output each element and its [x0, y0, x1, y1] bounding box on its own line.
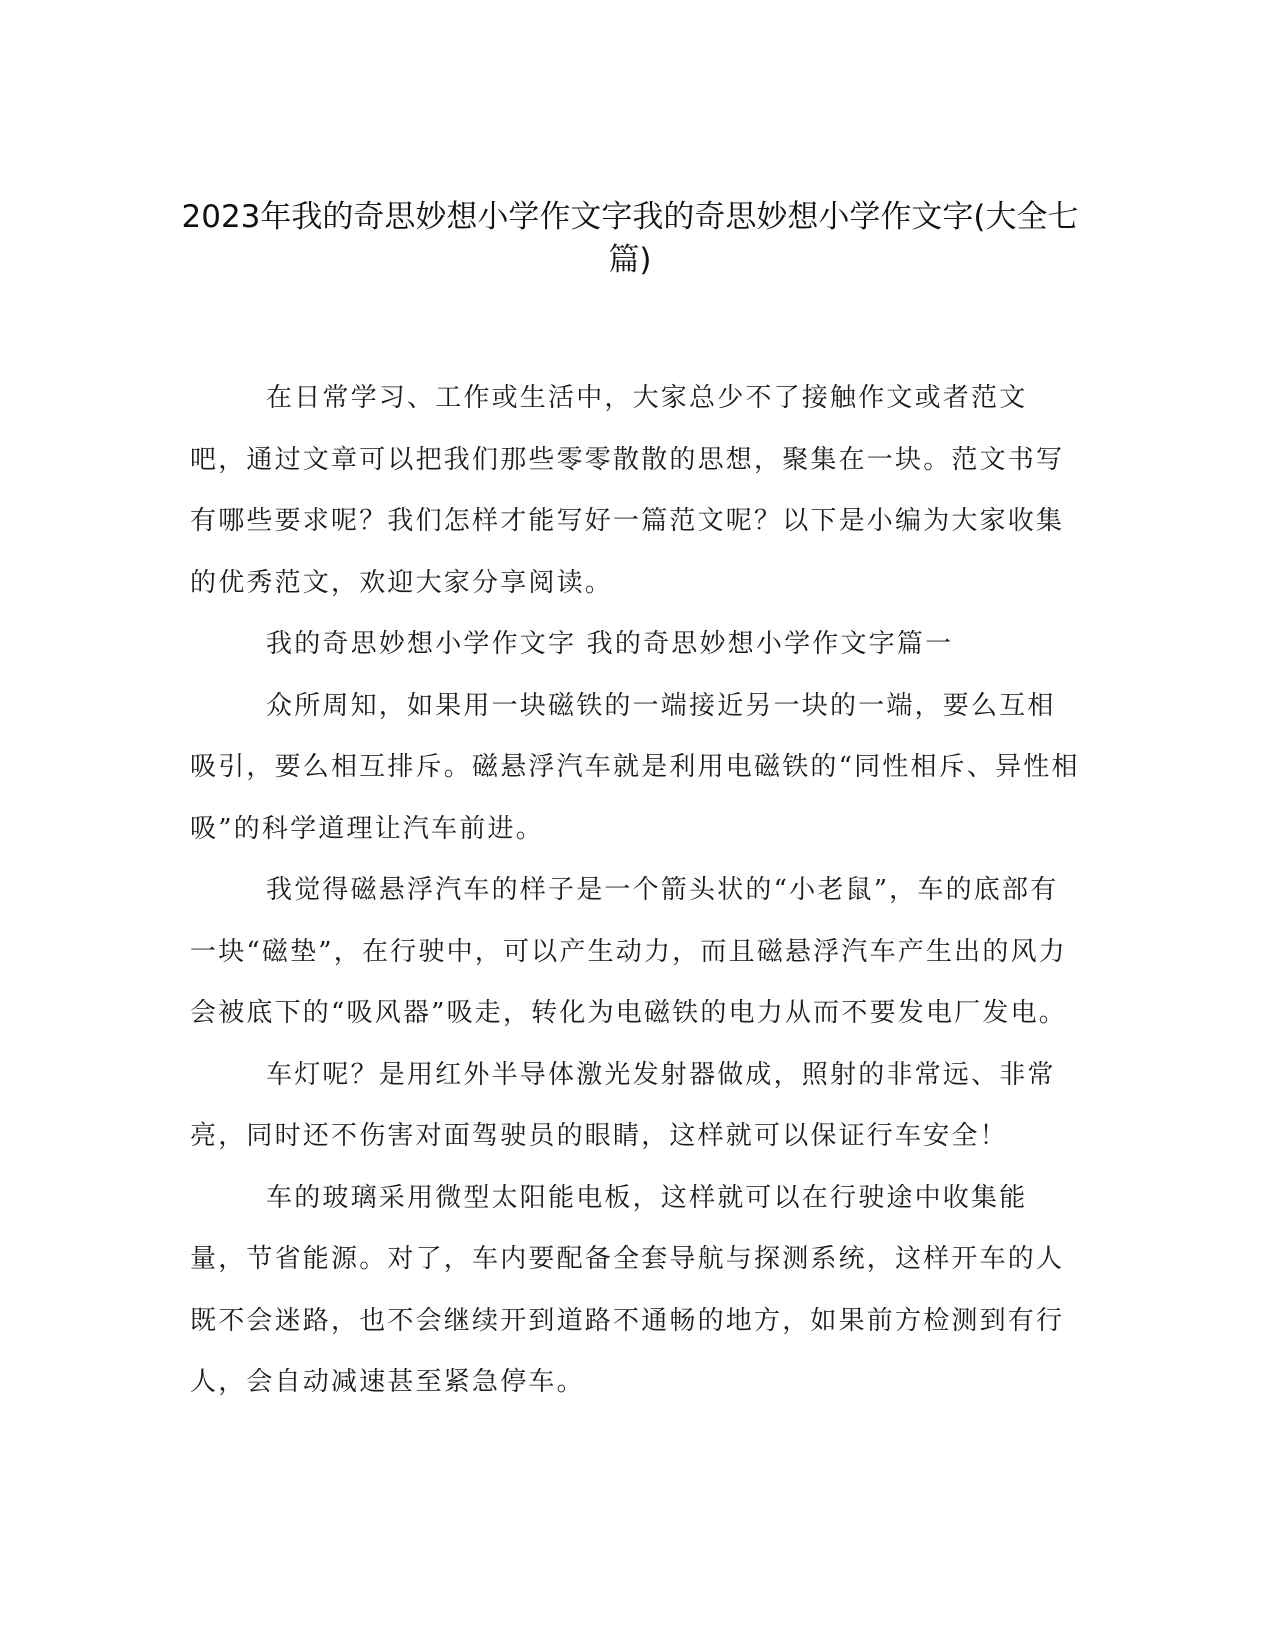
document-title: 2023年我的奇思妙想小学作文字我的奇思妙想小学作文字(大全七篇) [181, 199, 1079, 278]
paragraph-intro: 在日常学习、工作或生活中，大家总少不了接触作文或者范文吧，通过文章可以把我们那些零零散散的思想，聚集在一块。范文书写有哪些要求呢？我们怎样才能写好一篇范文呢？以下是小编为大家收集的优秀范文，欢迎大家分享阅读。 [190, 383, 1065, 598]
document-body [190, 368, 1080, 1414]
section-heading: 我的奇思妙想小学作文字 我的奇思妙想小学作文字篇一 [266, 629, 954, 659]
paragraph: 车的玻璃采用微型太阳能电板，这样就可以在行驶途中收集能量，节省能源。对了，车内要配备全套导航与探测系统，这样开车的人既不会迷路，也不会继续开到道路不通畅的地方，如果前方检测到有行人，会自动减速甚至紧急停车。 [190, 1182, 1065, 1397]
paragraph: 车灯呢？是用红外半导体激光发射器做成，照射的非常远、非常亮，同时还不伤害对面驾驶员的眼睛，这样就可以保证行车安全！ [190, 1059, 1056, 1151]
paragraph: 众所周知，如果用一块磁铁的一端接近另一块的一端，要么互相吸引，要么相互排斥。磁悬浮汽车就是利用电磁铁的“同性相斥、异性相吸”的科学道理让汽车前进。 [190, 690, 1080, 844]
paragraph: 我觉得磁悬浮汽车的样子是一个箭头状的“小老鼠”，车的底部有一块“磁垫”，在行驶中，可以产生动力，而且磁悬浮汽车产生出的风力会被底下的“吸风器”吸走，转化为电磁铁的电力从而不要发电厂发电。 [190, 875, 1067, 1028]
